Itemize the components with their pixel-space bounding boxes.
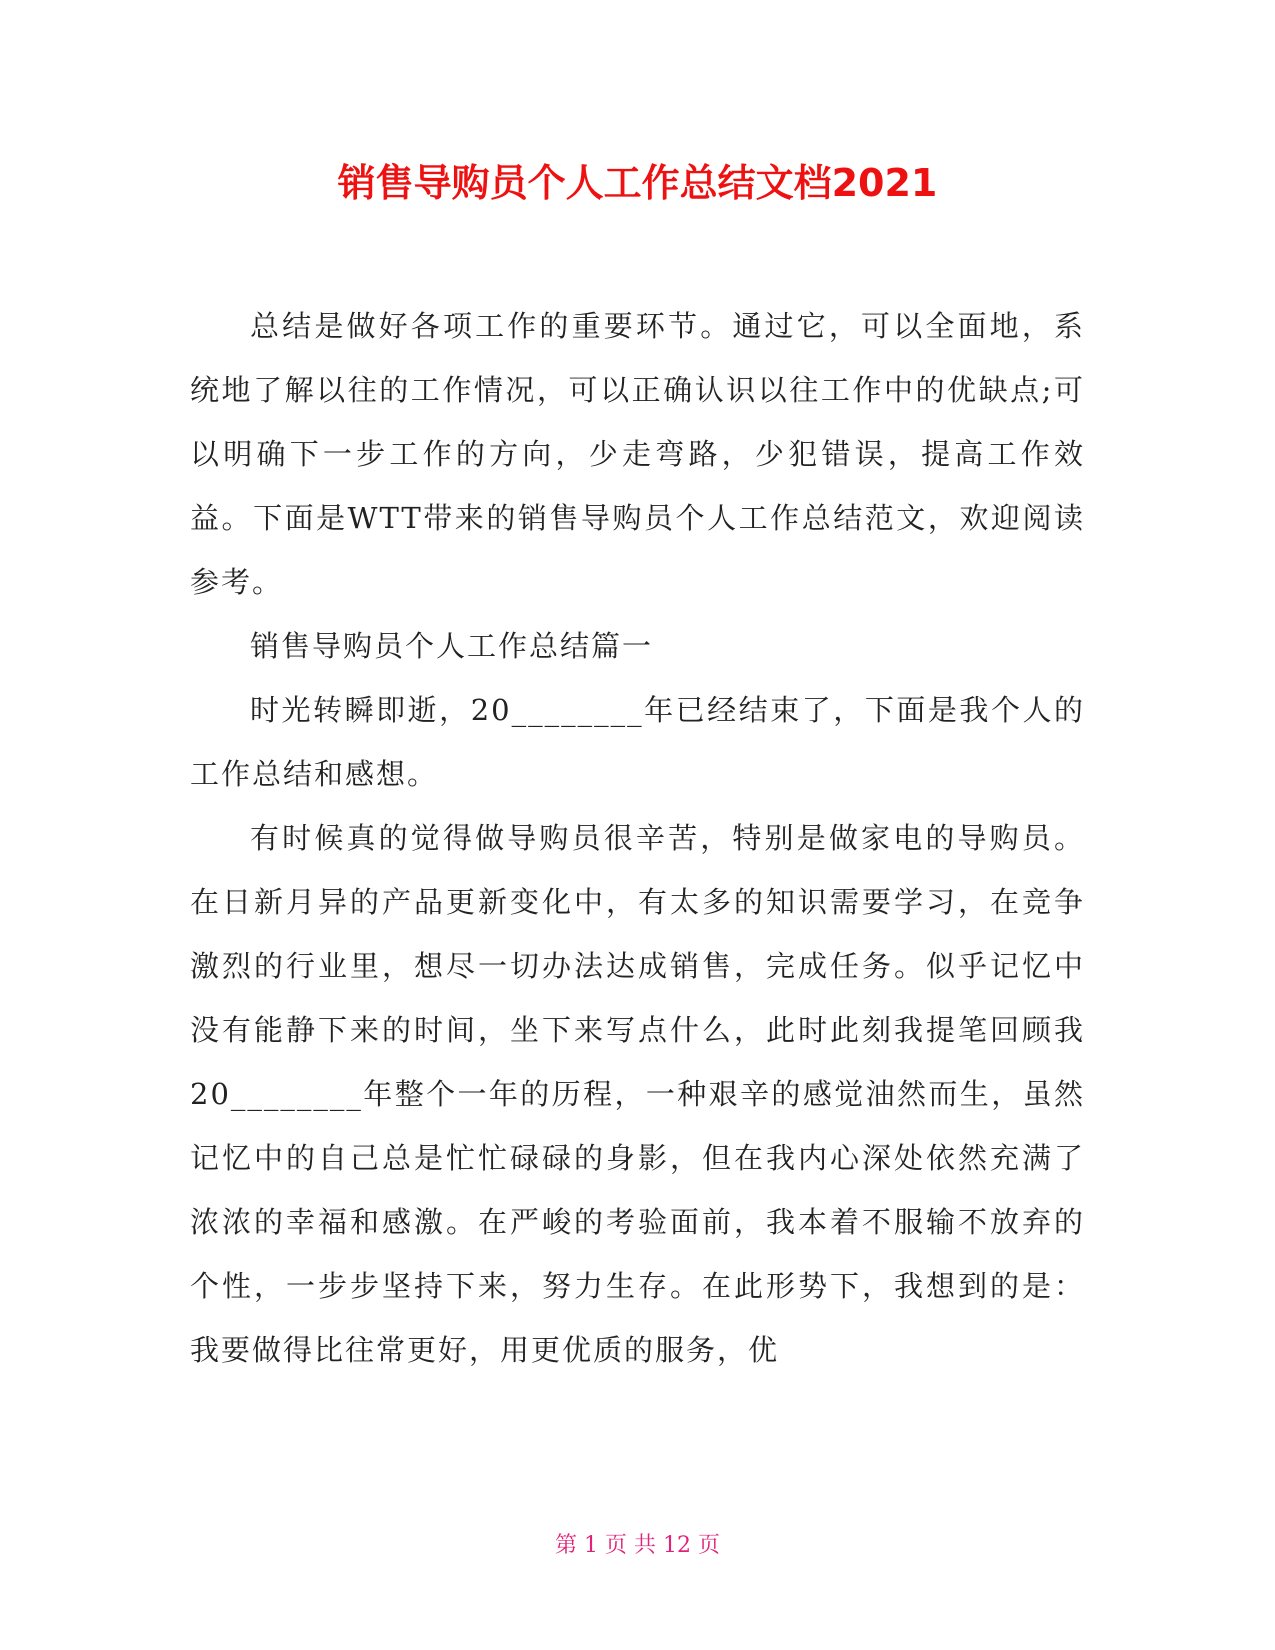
paragraph-main: 有时候真的觉得做导购员很辛苦，特别是做家电的导购员。在日新月异的产品更新变化中，有太多的知识需要学习，在竞争激烈的行业里，想尽一切办法达成销售，完成任务。似乎记忆中没有能静下来的时间，坐下来写点什么，此时此刻我提笔回顾我20________年整个一年的历程，一种艰辛的感觉油然而生，虽然记忆中的自己总是忙忙碌碌的身影，但在我内心深处依然充满了浓浓的幸福和感激。在严峻的考验面前，我本着不服输不放弃的个性，一步步坚持下来，努力生存。在此形势下，我想到的是：我要做得比往常更好，用更优质的服务，优 — [190, 821, 1085, 1367]
paragraph-intro: 总结是做好各项工作的重要环节。通过它，可以全面地，系统地了解以往的工作情况，可以正确认识以往工作中的优缺点;可以明确下一步工作的方向，少走弯路，少犯错误，提高工作效益。下面是WTT带来的销售导购员个人工作总结范文，欢迎阅读参考。 — [190, 309, 1085, 599]
page-number-footer: 第 1 页 共 12 页 — [555, 1533, 720, 1558]
document-title: 销售导购员个人工作总结文档2021 — [337, 161, 938, 205]
document-body — [190, 294, 1085, 1382]
paragraph-opening: 时光转瞬即逝，20________年已经结束了，下面是我个人的工作总结和感想。 — [190, 693, 1085, 791]
section-heading: 销售导购员个人工作总结篇一 — [250, 629, 654, 663]
